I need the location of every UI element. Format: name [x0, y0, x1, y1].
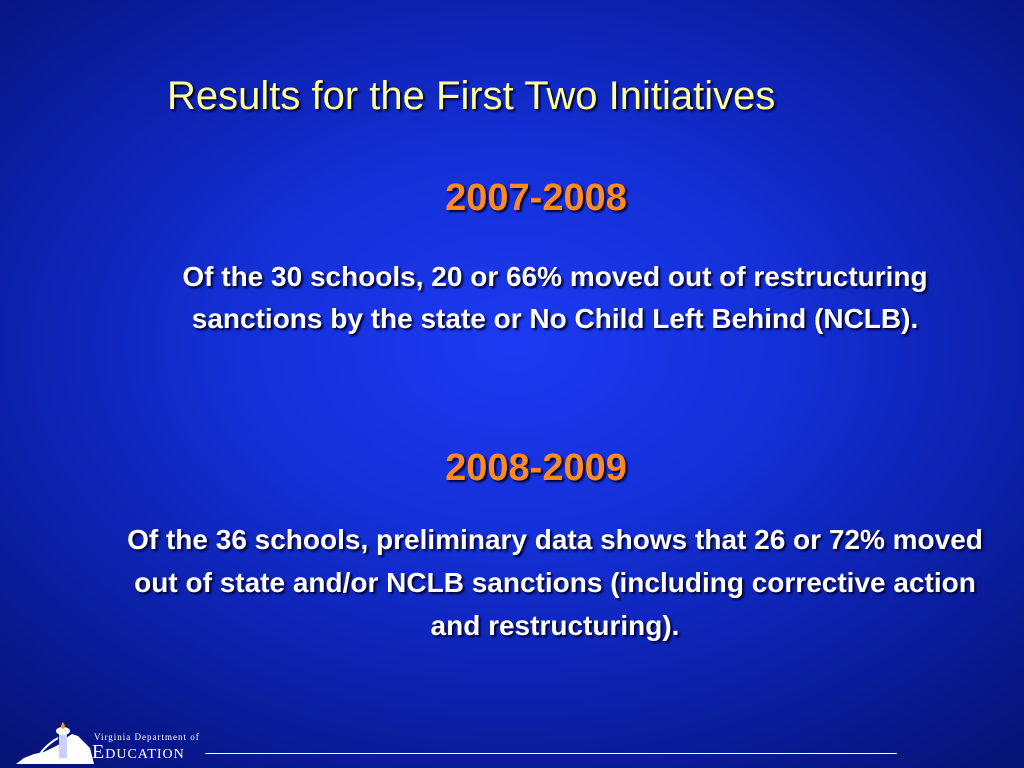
footer-divider: [205, 753, 897, 754]
virginia-state-torch-icon: [14, 722, 94, 766]
slide-title: Results for the First Two Initiatives: [167, 74, 776, 118]
section-year-2007-2008: 2007-2008: [445, 177, 627, 219]
footer: [0, 718, 1024, 768]
logo-department-text: Virginia Department of: [94, 732, 200, 742]
section-text-2008-2009: Of the 36 schools, preliminary data shows that 26 or 72% moved out of state and/or NCLB sanctions (including corrective action and restructuring).: [127, 524, 983, 641]
section-text-2007-2008: Of the 30 schools, 20 or 66% moved out of restructuring sanctions by the state or No Child Left Behind (NCLB).: [182, 261, 928, 334]
section-year-2008-2009: 2008-2009: [445, 447, 627, 489]
logo-education-text: Education: [92, 741, 185, 763]
